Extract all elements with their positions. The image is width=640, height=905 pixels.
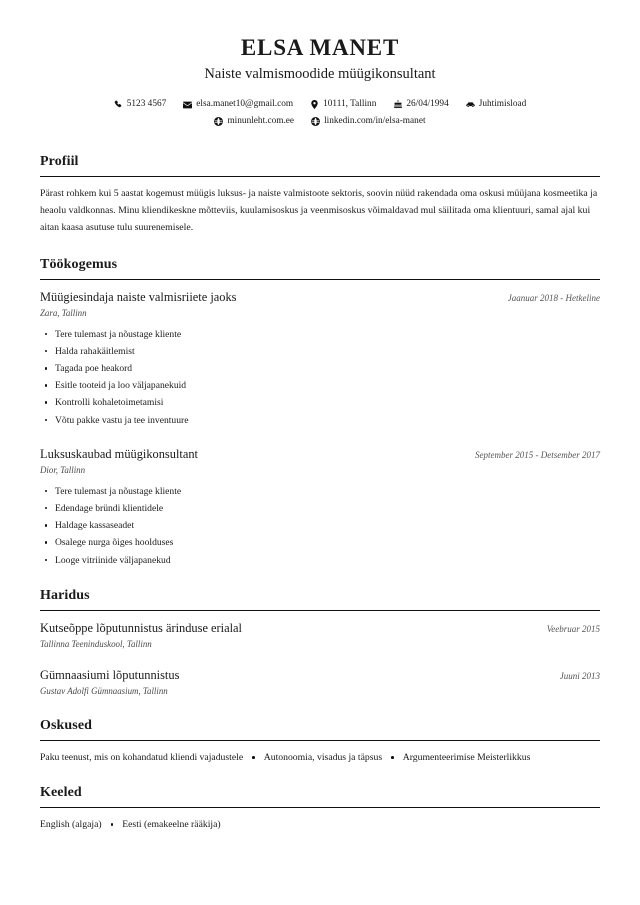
experience-company: Zara, Tallinn [40,308,87,319]
phone-icon [114,100,123,109]
section-title-education: Haridus [40,587,90,603]
contact-linkedin-text: linkedin.com/in/elsa-manet [324,115,426,126]
list-item: Halda rahakäitlemist [40,344,600,359]
education-date: Veebruar 2015 [546,623,600,634]
experience-company: Dior, Tallinn [40,465,86,476]
birthday-cake-icon [393,100,402,109]
list-item: Osalege nurga õiges hoolduses [40,535,600,550]
list-item: Tagada poe heakord [40,361,600,376]
contact-driving-license [466,98,527,112]
contact-birthdate [393,98,448,112]
section-profile [40,154,600,236]
section-experience [40,257,600,568]
contact-website[interactable] [214,115,294,129]
contact-email-text: elsa.manet10@gmail.com [196,98,294,109]
list-item: Tere tulemast ja nõustage kliente [40,327,600,342]
separator-dot-icon [252,756,255,759]
separator-dot-icon [391,756,394,759]
education-degree-title: Gümnaasiumi lõputunnistus [40,667,180,682]
list-item: Võtu pakke vastu ja tee inventuure [40,413,600,428]
section-divider [40,176,600,177]
section-languages [40,785,600,832]
contact-website-text: minunleht.com.ee [227,115,295,126]
experience-job-title: Müügiesindaja naiste valmisriiete jaoks [40,289,237,304]
experience-entry [40,446,600,568]
experience-bullet-list [40,327,600,428]
education-date: Juuni 2013 [559,670,600,681]
section-title-profile: Profiil [40,154,79,170]
section-divider [40,807,600,808]
section-title-experience: Töökogemus [40,256,118,272]
section-education [40,588,600,698]
contact-row-secondary [40,115,600,129]
section-skills [40,718,600,765]
education-entry-head [40,620,600,637]
list-item: Haldage kassaseadet [40,518,600,533]
education-school: Gustav Adolfi Gümnaasium, Tallinn [40,686,168,697]
envelope-icon [183,100,192,109]
experience-entry-head [40,446,600,463]
experience-job-title: Luksuskaubad müügikonsultant [40,446,198,461]
candidate-job-title: Naiste valmismoodide müügikonsultant [204,65,436,82]
experience-bullet-list [40,484,600,568]
candidate-name: ELSA MANET [240,35,400,60]
experience-date-range: Jaanuar 2018 - Hetkeline [507,292,600,303]
separator-dot-icon [111,823,114,826]
languages-list [40,817,600,833]
contact-birthdate-text: 26/04/1994 [406,98,449,109]
list-item: Kontrolli kohaletoimetamisi [40,395,600,410]
list-item: Esitle tooteid ja loo väljapanekuid [40,378,600,393]
language-item: English (algaja) [40,819,102,831]
car-icon [466,100,475,109]
contact-email[interactable] [183,98,293,112]
location-pin-icon [310,100,319,109]
list-item: Looge vitriinide väljapanekud [40,553,600,568]
contact-phone[interactable] [114,98,167,112]
education-degree-title: Kutseõppe lõputunnistus ärinduse erialal [40,620,242,635]
contact-location-text: 10111, Tallinn [323,98,377,109]
section-title-skills: Oskused [40,717,93,733]
skills-list [40,750,600,766]
contact-driving-license-text: Juhtimisload [478,98,527,109]
education-entry [40,620,600,651]
experience-date-range: September 2015 - Detsember 2017 [475,449,600,460]
experience-entry [40,289,600,428]
experience-entry-head [40,289,600,306]
section-divider [40,740,600,741]
profile-summary-text: Pärast rohkem kui 5 aastat kogemust müügis luksus- ja naiste valmistoote sektoris, soovin nüüd rakendada oma oskusi müüjana kosmeetika ja heaolu valdkonnas. Minu kliendikeskne mõtteviis, kuulamisoskus ja veenmisoskus võimaldavad mul säilitada oma klientuuri, samal ajal kui aitan kaasa asutuse tulu suurenemisele. [40,188,598,233]
skill-item: Paku teenust, mis on kohandatud kliendi vajadustele [40,751,244,763]
contact-row-primary [40,98,600,112]
resume-header [40,34,600,128]
skill-item: Autonoomia, visadus ja täpsus [263,751,383,763]
contact-location [310,98,376,112]
section-divider [40,279,600,280]
skill-item: Argumenteerimise Meisterlikkus [402,751,531,763]
contact-linkedin[interactable] [311,115,425,129]
globe-icon [214,117,223,126]
contact-phone-text: 5123 4567 [126,98,167,109]
language-item: Eesti (emakeelne rääkija) [122,819,221,831]
globe-icon [311,117,320,126]
list-item: Tere tulemast ja nõustage kliente [40,484,600,499]
education-entry [40,667,600,698]
education-school: Tallinna Teeninduskool, Tallinn [40,639,152,650]
section-title-languages: Keeled [40,785,82,801]
education-entry-head [40,667,600,684]
section-divider [40,610,600,611]
list-item: Edendage bründi klientidele [40,501,600,516]
